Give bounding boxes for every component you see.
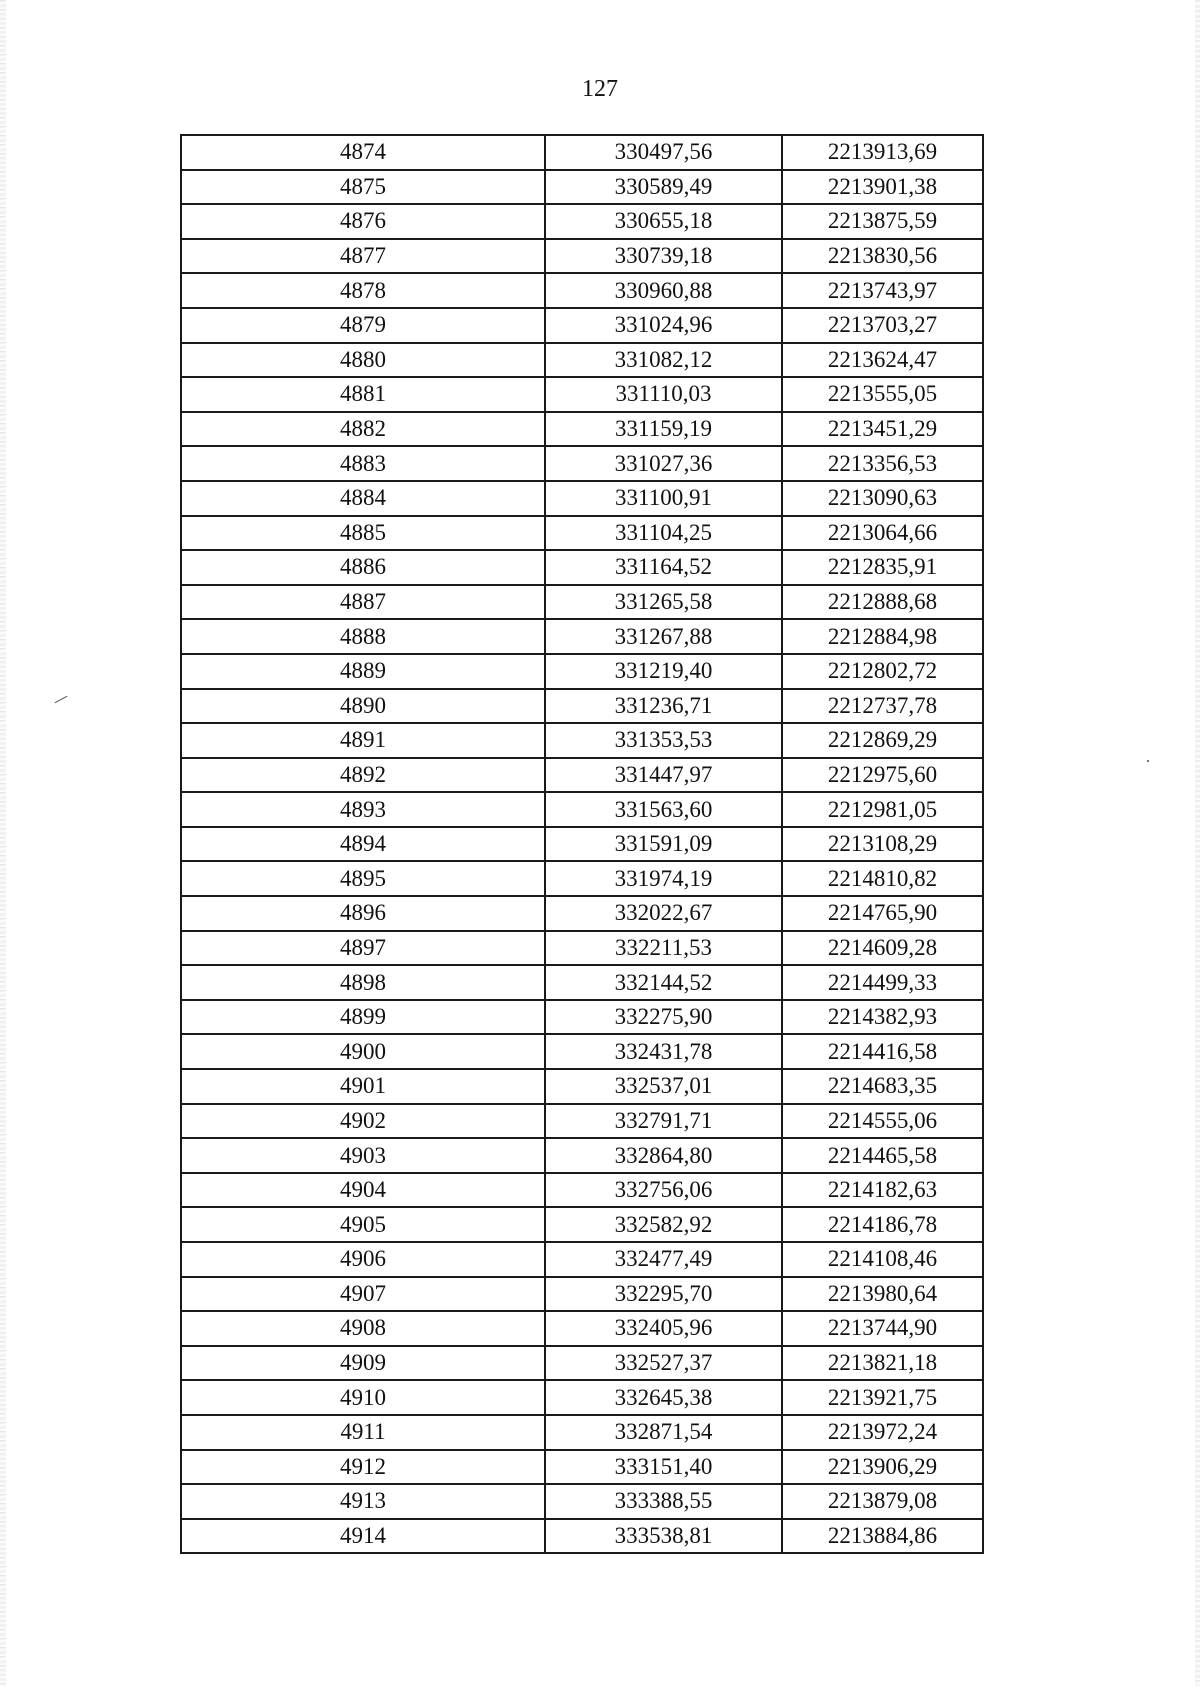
x-coordinate-cell: 330497,56 bbox=[545, 135, 782, 170]
x-coordinate-cell: 332527,37 bbox=[545, 1346, 782, 1381]
point-number-cell: 4890 bbox=[181, 689, 545, 724]
y-coordinate-cell: 2212884,98 bbox=[782, 619, 983, 654]
y-coordinate-cell: 2214108,46 bbox=[782, 1242, 983, 1277]
point-number-cell: 4911 bbox=[181, 1415, 545, 1450]
coordinates-table bbox=[180, 134, 984, 1554]
y-coordinate-cell: 2214382,93 bbox=[782, 1000, 983, 1035]
y-coordinate-cell: 2213821,18 bbox=[782, 1346, 983, 1381]
point-number-cell: 4877 bbox=[181, 239, 545, 274]
table-row bbox=[181, 170, 983, 205]
x-coordinate-cell: 331024,96 bbox=[545, 308, 782, 343]
point-number-cell: 4905 bbox=[181, 1207, 545, 1242]
x-coordinate-cell: 332431,78 bbox=[545, 1034, 782, 1069]
x-coordinate-cell: 332022,67 bbox=[545, 896, 782, 931]
table-row bbox=[181, 1138, 983, 1173]
point-number-cell: 4904 bbox=[181, 1173, 545, 1208]
x-coordinate-cell: 331164,52 bbox=[545, 550, 782, 585]
point-number-cell: 4878 bbox=[181, 273, 545, 308]
table-row bbox=[181, 585, 983, 620]
stray-pen-mark bbox=[55, 696, 68, 703]
y-coordinate-cell: 2213830,56 bbox=[782, 239, 983, 274]
y-coordinate-cell: 2213356,53 bbox=[782, 446, 983, 481]
table-row bbox=[181, 1034, 983, 1069]
x-coordinate-cell: 332582,92 bbox=[545, 1207, 782, 1242]
y-coordinate-cell: 2214182,63 bbox=[782, 1173, 983, 1208]
y-coordinate-cell: 2214810,82 bbox=[782, 861, 983, 896]
point-number-cell: 4886 bbox=[181, 550, 545, 585]
point-number-cell: 4887 bbox=[181, 585, 545, 620]
x-coordinate-cell: 331082,12 bbox=[545, 343, 782, 378]
x-coordinate-cell: 331219,40 bbox=[545, 654, 782, 689]
point-number-cell: 4893 bbox=[181, 792, 545, 827]
table-row bbox=[181, 965, 983, 1000]
point-number-cell: 4910 bbox=[181, 1380, 545, 1415]
x-coordinate-cell: 331265,58 bbox=[545, 585, 782, 620]
y-coordinate-cell: 2213624,47 bbox=[782, 343, 983, 378]
y-coordinate-cell: 2213913,69 bbox=[782, 135, 983, 170]
table-row bbox=[181, 377, 983, 412]
point-number-cell: 4899 bbox=[181, 1000, 545, 1035]
point-number-cell: 4894 bbox=[181, 827, 545, 862]
point-number-cell: 4908 bbox=[181, 1311, 545, 1346]
point-number-cell: 4913 bbox=[181, 1484, 545, 1519]
point-number-cell: 4879 bbox=[181, 308, 545, 343]
table-row bbox=[181, 896, 983, 931]
y-coordinate-cell: 2212888,68 bbox=[782, 585, 983, 620]
table-row bbox=[181, 273, 983, 308]
y-coordinate-cell: 2213451,29 bbox=[782, 412, 983, 447]
x-coordinate-cell: 331104,25 bbox=[545, 516, 782, 551]
y-coordinate-cell: 2213884,86 bbox=[782, 1519, 983, 1554]
y-coordinate-cell: 2213703,27 bbox=[782, 308, 983, 343]
table-row bbox=[181, 1173, 983, 1208]
table-row bbox=[181, 343, 983, 378]
y-coordinate-cell: 2214416,58 bbox=[782, 1034, 983, 1069]
x-coordinate-cell: 332645,38 bbox=[545, 1380, 782, 1415]
table-row bbox=[181, 1104, 983, 1139]
y-coordinate-cell: 2213743,97 bbox=[782, 273, 983, 308]
x-coordinate-cell: 332477,49 bbox=[545, 1242, 782, 1277]
y-coordinate-cell: 2213906,29 bbox=[782, 1450, 983, 1485]
table-row bbox=[181, 204, 983, 239]
y-coordinate-cell: 2213064,66 bbox=[782, 516, 983, 551]
x-coordinate-cell: 331353,53 bbox=[545, 723, 782, 758]
y-coordinate-cell: 2213879,08 bbox=[782, 1484, 983, 1519]
x-coordinate-cell: 332791,71 bbox=[545, 1104, 782, 1139]
y-coordinate-cell: 2213875,59 bbox=[782, 204, 983, 239]
table-row bbox=[181, 1380, 983, 1415]
table-row bbox=[181, 723, 983, 758]
y-coordinate-cell: 2213108,29 bbox=[782, 827, 983, 862]
x-coordinate-cell: 331159,19 bbox=[545, 412, 782, 447]
x-coordinate-cell: 330739,18 bbox=[545, 239, 782, 274]
table-row bbox=[181, 1484, 983, 1519]
table-row bbox=[181, 1000, 983, 1035]
y-coordinate-cell: 2212835,91 bbox=[782, 550, 983, 585]
table-row bbox=[181, 654, 983, 689]
y-coordinate-cell: 2213972,24 bbox=[782, 1415, 983, 1450]
x-coordinate-cell: 332144,52 bbox=[545, 965, 782, 1000]
table-row bbox=[181, 308, 983, 343]
table-row bbox=[181, 1069, 983, 1104]
point-number-cell: 4889 bbox=[181, 654, 545, 689]
point-number-cell: 4891 bbox=[181, 723, 545, 758]
page-number: 127 bbox=[582, 76, 618, 102]
point-number-cell: 4906 bbox=[181, 1242, 545, 1277]
point-number-cell: 4880 bbox=[181, 343, 545, 378]
y-coordinate-cell: 2212737,78 bbox=[782, 689, 983, 724]
point-number-cell: 4883 bbox=[181, 446, 545, 481]
table-row bbox=[181, 792, 983, 827]
x-coordinate-cell: 331027,36 bbox=[545, 446, 782, 481]
point-number-cell: 4875 bbox=[181, 170, 545, 205]
x-coordinate-cell: 330655,18 bbox=[545, 204, 782, 239]
x-coordinate-cell: 331563,60 bbox=[545, 792, 782, 827]
table-row bbox=[181, 516, 983, 551]
y-coordinate-cell: 2212981,05 bbox=[782, 792, 983, 827]
point-number-cell: 4912 bbox=[181, 1450, 545, 1485]
table-row bbox=[181, 931, 983, 966]
y-coordinate-cell: 2214555,06 bbox=[782, 1104, 983, 1139]
table-row bbox=[181, 689, 983, 724]
table-row bbox=[181, 827, 983, 862]
x-coordinate-cell: 331236,71 bbox=[545, 689, 782, 724]
x-coordinate-cell: 333151,40 bbox=[545, 1450, 782, 1485]
x-coordinate-cell: 332871,54 bbox=[545, 1415, 782, 1450]
point-number-cell: 4881 bbox=[181, 377, 545, 412]
scan-edge-left bbox=[0, 0, 6, 1686]
y-coordinate-cell: 2214765,90 bbox=[782, 896, 983, 931]
x-coordinate-cell: 330960,88 bbox=[545, 273, 782, 308]
stray-dot bbox=[1147, 760, 1149, 762]
y-coordinate-cell: 2213921,75 bbox=[782, 1380, 983, 1415]
point-number-cell: 4902 bbox=[181, 1104, 545, 1139]
table-row bbox=[181, 1519, 983, 1554]
table-row bbox=[181, 1207, 983, 1242]
table-row bbox=[181, 550, 983, 585]
point-number-cell: 4895 bbox=[181, 861, 545, 896]
x-coordinate-cell: 331267,88 bbox=[545, 619, 782, 654]
x-coordinate-cell: 332864,80 bbox=[545, 1138, 782, 1173]
table-row bbox=[181, 412, 983, 447]
point-number-cell: 4907 bbox=[181, 1277, 545, 1312]
table-row bbox=[181, 619, 983, 654]
point-number-cell: 4898 bbox=[181, 965, 545, 1000]
point-number-cell: 4900 bbox=[181, 1034, 545, 1069]
x-coordinate-cell: 332537,01 bbox=[545, 1069, 782, 1104]
x-coordinate-cell: 331974,19 bbox=[545, 861, 782, 896]
x-coordinate-cell: 332211,53 bbox=[545, 931, 782, 966]
x-coordinate-cell: 332405,96 bbox=[545, 1311, 782, 1346]
point-number-cell: 4909 bbox=[181, 1346, 545, 1381]
y-coordinate-cell: 2213555,05 bbox=[782, 377, 983, 412]
y-coordinate-cell: 2213744,90 bbox=[782, 1311, 983, 1346]
point-number-cell: 4876 bbox=[181, 204, 545, 239]
x-coordinate-cell: 331110,03 bbox=[545, 377, 782, 412]
table-row bbox=[181, 1242, 983, 1277]
y-coordinate-cell: 2213980,64 bbox=[782, 1277, 983, 1312]
y-coordinate-cell: 2214499,33 bbox=[782, 965, 983, 1000]
table-row bbox=[181, 1311, 983, 1346]
point-number-cell: 4884 bbox=[181, 481, 545, 516]
table-row bbox=[181, 1415, 983, 1450]
point-number-cell: 4882 bbox=[181, 412, 545, 447]
y-coordinate-cell: 2212869,29 bbox=[782, 723, 983, 758]
table-row bbox=[181, 239, 983, 274]
y-coordinate-cell: 2213901,38 bbox=[782, 170, 983, 205]
x-coordinate-cell: 332275,90 bbox=[545, 1000, 782, 1035]
x-coordinate-cell: 330589,49 bbox=[545, 170, 782, 205]
table-row bbox=[181, 446, 983, 481]
y-coordinate-cell: 2212975,60 bbox=[782, 758, 983, 793]
point-number-cell: 4897 bbox=[181, 931, 545, 966]
point-number-cell: 4885 bbox=[181, 516, 545, 551]
x-coordinate-cell: 331100,91 bbox=[545, 481, 782, 516]
x-coordinate-cell: 332295,70 bbox=[545, 1277, 782, 1312]
y-coordinate-cell: 2213090,63 bbox=[782, 481, 983, 516]
x-coordinate-cell: 333388,55 bbox=[545, 1484, 782, 1519]
x-coordinate-cell: 331591,09 bbox=[545, 827, 782, 862]
table-row bbox=[181, 758, 983, 793]
scan-edge-right bbox=[1195, 0, 1200, 1686]
point-number-cell: 4901 bbox=[181, 1069, 545, 1104]
point-number-cell: 4892 bbox=[181, 758, 545, 793]
y-coordinate-cell: 2214683,35 bbox=[782, 1069, 983, 1104]
x-coordinate-cell: 333538,81 bbox=[545, 1519, 782, 1554]
point-number-cell: 4896 bbox=[181, 896, 545, 931]
table-row bbox=[181, 1450, 983, 1485]
table-row bbox=[181, 481, 983, 516]
point-number-cell: 4914 bbox=[181, 1519, 545, 1554]
x-coordinate-cell: 332756,06 bbox=[545, 1173, 782, 1208]
table-row bbox=[181, 1346, 983, 1381]
point-number-cell: 4903 bbox=[181, 1138, 545, 1173]
table-row bbox=[181, 135, 983, 170]
table-row bbox=[181, 1277, 983, 1312]
point-number-cell: 4888 bbox=[181, 619, 545, 654]
table-row bbox=[181, 861, 983, 896]
y-coordinate-cell: 2214465,58 bbox=[782, 1138, 983, 1173]
y-coordinate-cell: 2214609,28 bbox=[782, 931, 983, 966]
y-coordinate-cell: 2212802,72 bbox=[782, 654, 983, 689]
y-coordinate-cell: 2214186,78 bbox=[782, 1207, 983, 1242]
x-coordinate-cell: 331447,97 bbox=[545, 758, 782, 793]
coordinates-table-body bbox=[181, 135, 983, 1553]
point-number-cell: 4874 bbox=[181, 135, 545, 170]
